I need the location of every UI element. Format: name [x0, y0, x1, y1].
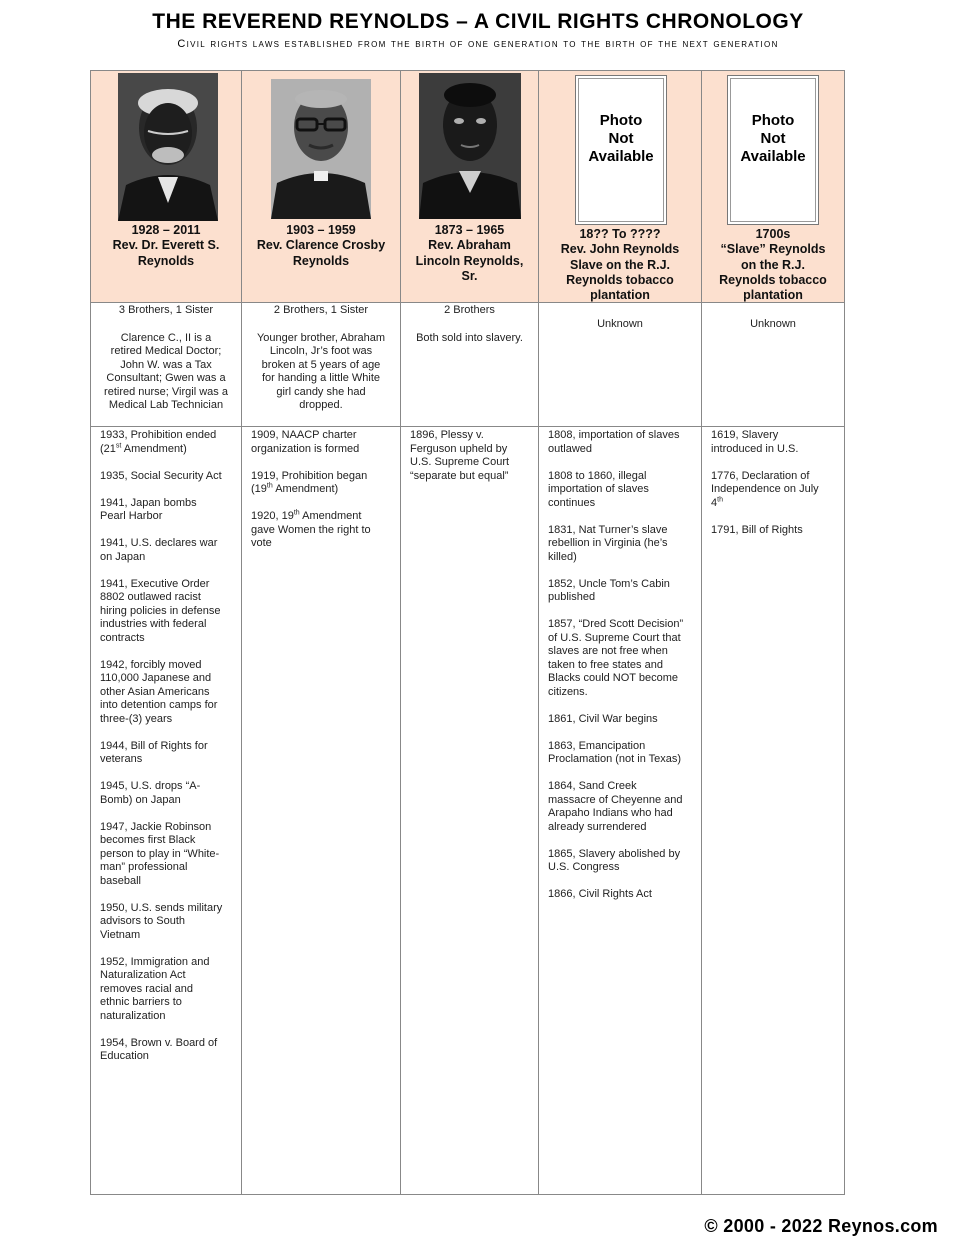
detail-line: girl candy she had	[276, 385, 366, 398]
event-entry: 1791, Bill of Rights	[711, 523, 803, 536]
photo-not-available: Photo Not Available	[727, 75, 819, 225]
chronology-table	[90, 70, 845, 1195]
detail-line: John W. was a Tax	[120, 358, 212, 371]
siblings-cell	[248, 304, 394, 413]
event-entry: 1941, U.S. declares war on Japan	[100, 537, 218, 563]
event-entry: 1909, NAACP charter organization is formed	[251, 429, 360, 455]
detail-line: Clarence C., II is a	[120, 331, 212, 344]
event-entry: 1861, Civil War begins	[548, 712, 658, 725]
generation-header	[401, 223, 538, 284]
copyright-footer: © 2000 - 2022 Reynos.com	[704, 1216, 938, 1236]
generation-column	[91, 71, 241, 1194]
detail-line: Lincoln, Jr’s foot was	[269, 345, 373, 357]
photo-not-available: Photo Not Available	[575, 75, 667, 225]
events-cell	[100, 429, 235, 1077]
header-line: Sr.	[461, 268, 478, 283]
event-entry: 1920, 19th Amendment gave Women the right to vote	[251, 509, 371, 549]
siblings-summary: 2 Brothers, 1 Sister	[273, 304, 369, 316]
event-entry: 1865, Slavery abolished by U.S. Congress	[548, 847, 681, 873]
header-line: 1873 – 1965	[434, 223, 505, 237]
header-line: Reynolds	[292, 253, 350, 268]
event-entry: 1896, Plessy v. Ferguson upheld by U.S. Supreme Court “separate but equal”	[410, 429, 510, 482]
events-cell	[251, 429, 394, 564]
header-line: plantation	[743, 288, 803, 303]
portrait-photo	[419, 73, 521, 219]
generation-column	[702, 71, 844, 1194]
header-line: 18?? To ????	[579, 227, 661, 241]
event-entry: 1852, Uncle Tom’s Cabin published	[548, 577, 670, 603]
event-entry: 1808 to 1860, illegal importation of slaves continues	[548, 469, 649, 509]
events-cell	[548, 429, 695, 915]
event-entry: 1941, Japan bombs Pearl Harbor	[100, 496, 197, 522]
detail-line: Younger brother, Abraham	[256, 331, 386, 344]
detail-line: Consultant; Gwen was a	[106, 372, 226, 384]
event-entry: 1857, “Dred Scott Decision” of U.S. Supreme Court that slaves are not free when taken to free states and Blacks could NOT become citizens.	[548, 618, 684, 698]
header-line: 1700s	[755, 227, 791, 241]
siblings-cell	[545, 318, 695, 332]
siblings-summary: 3 Brothers, 1 Sister	[118, 304, 214, 316]
header-line: Lincoln Reynolds,	[415, 253, 524, 268]
portrait-photo	[118, 73, 218, 221]
header-line: 1928 – 2011	[131, 223, 201, 237]
event-entry: 1866, Civil Rights Act	[548, 888, 652, 900]
event-entry: 1941, Executive Order 8802 outlawed racist hiring policies in defense industries with federal contracts	[100, 577, 221, 644]
header-line: Rev. Clarence Crosby	[256, 238, 386, 253]
detail-line: for handing a little White	[261, 372, 380, 384]
header-line: Reynolds	[137, 253, 195, 268]
detail-line: broken at 5 years of age	[261, 358, 381, 371]
event-entry: 1933, Prohibition ended (21st Amendment)	[100, 429, 217, 455]
events-cell	[410, 429, 532, 497]
event-entry: 1864, Sand Creek massacre of Cheyenne and Arapaho Indians who had already surrendered	[548, 780, 683, 833]
header-line: 1903 – 1959	[286, 223, 356, 237]
header-line: Rev. Abraham	[428, 238, 511, 253]
siblings-cell	[708, 318, 838, 332]
header-line: on the R.J.	[741, 257, 805, 272]
generation-header	[539, 227, 701, 303]
event-entry: 1808, importation of slaves outlawed	[548, 429, 680, 455]
header-line: “Slave” Reynolds	[720, 242, 826, 257]
events-cell	[711, 429, 838, 551]
header-line: Rev. John Reynolds	[560, 242, 680, 257]
siblings-cell	[407, 304, 532, 345]
header-line: Reynolds tobacco	[719, 272, 827, 287]
header-line: Rev. Dr. Everett S.	[112, 238, 220, 253]
siblings-cell	[97, 304, 235, 413]
event-entry: 1945, U.S. drops “A- Bomb) on Japan	[100, 780, 201, 806]
detail-line: dropped.	[299, 399, 343, 411]
event-entry: 1950, U.S. sends military advisors to South Vietnam	[100, 901, 223, 941]
siblings-summary: 2 Brothers	[444, 304, 495, 316]
header-line: plantation	[590, 288, 650, 303]
generation-column	[242, 71, 400, 1194]
page-title: THE REVEREND REYNOLDS – A CIVIL RIGHTS CHRONOLOGY	[152, 10, 804, 33]
detail-line: Unknown	[750, 318, 796, 330]
header-line: Reynolds tobacco	[566, 272, 674, 287]
generation-column	[401, 71, 538, 1194]
generation-column	[539, 71, 701, 1194]
event-entry: 1942, forcibly moved 110,000 Japanese and other Asian Americans into detention camps for three-(3) years	[100, 658, 218, 725]
event-entry: 1954, Brown v. Board of Education	[100, 1036, 218, 1062]
event-entry: 1619, Slavery introduced in U.S.	[711, 429, 799, 455]
event-entry: 1935, Social Security Act	[100, 469, 222, 482]
detail-line: Both sold into slavery.	[416, 331, 523, 344]
detail-line: Unknown	[597, 318, 643, 330]
event-entry: 1863, Emancipation Proclamation (not in Texas)	[548, 739, 682, 765]
generation-header	[91, 223, 241, 269]
detail-line: retired nurse; Virgil was a	[104, 385, 228, 398]
detail-line: retired Medical Doctor;	[110, 345, 222, 357]
event-entry: 1944, Bill of Rights for veterans	[100, 739, 208, 765]
event-entry: 1776, Declaration of Independence on July 4th	[711, 469, 819, 509]
generation-header	[702, 227, 844, 303]
generation-header	[242, 223, 400, 269]
detail-line: Medical Lab Technician	[108, 399, 224, 411]
portrait-photo	[271, 79, 371, 219]
event-entry: 1919, Prohibition began (19th Amendment)	[251, 469, 368, 495]
page-subtitle: Civil rights laws established from the birth of one generation to the birth of the next generation	[177, 38, 779, 50]
event-entry: 1947, Jackie Robinson becomes first Black person to play in “White- man” professional baseball	[100, 820, 220, 887]
event-entry: 1952, Immigration and Naturalization Act removes racial and ethnic barriers to naturalization	[100, 955, 210, 1022]
event-entry: 1831, Nat Turner’s slave rebellion in Virginia (he’s killed)	[548, 523, 668, 563]
header-line: Slave on the R.J.	[569, 257, 671, 272]
